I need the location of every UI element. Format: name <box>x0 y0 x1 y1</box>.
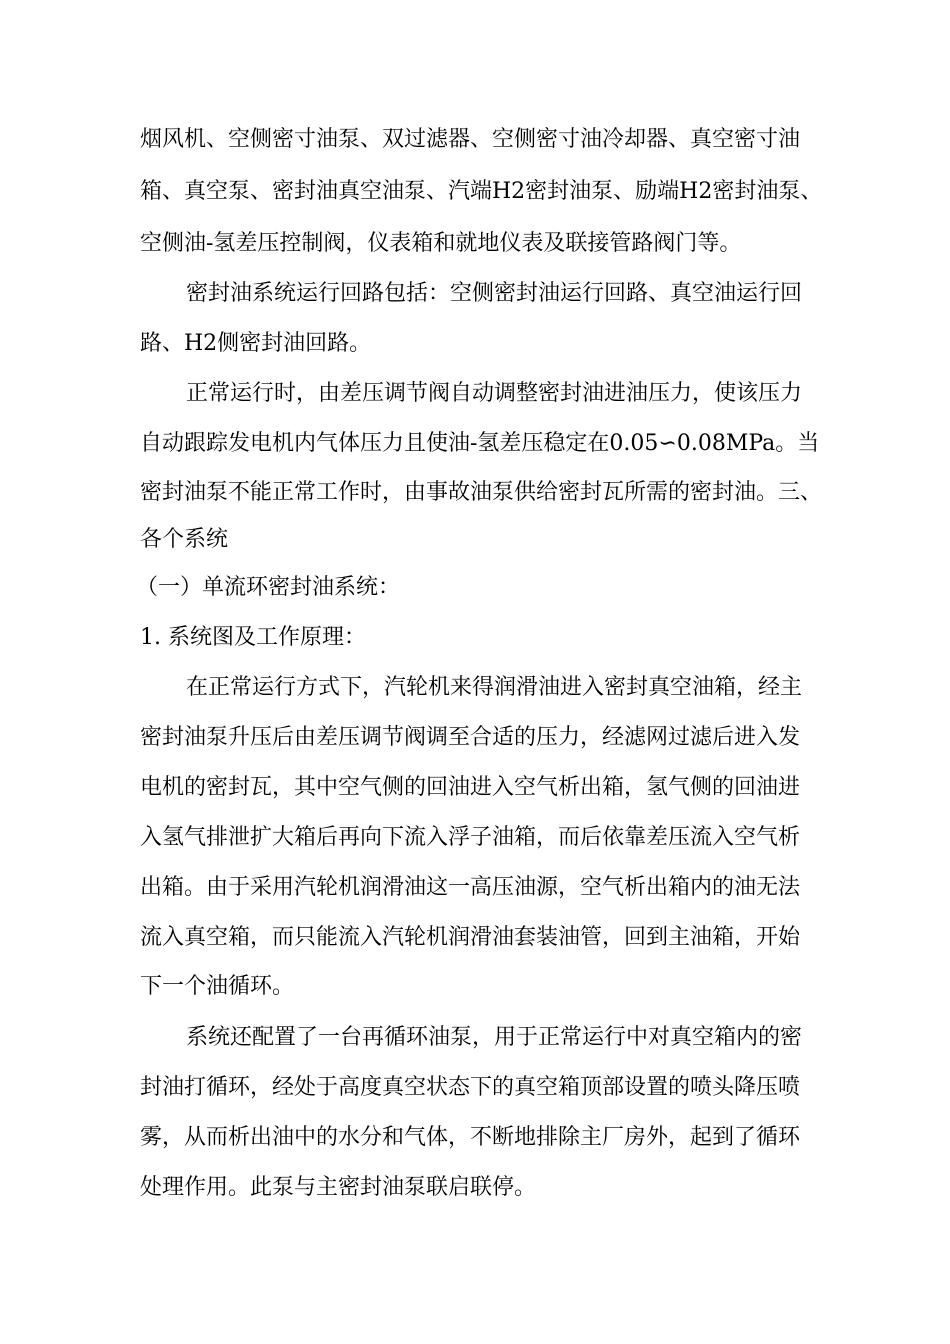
text-line: 路、H2侧密封油回路。 <box>140 331 372 356</box>
subsection-heading: （一）单流环密封油系统： <box>136 575 401 600</box>
numbered-heading: 1. 系统图及工作原理： <box>140 625 366 650</box>
text-line: 自动跟踪发电机内气体压力且使油-氢差压稳定在0.05∽0.08MPa。当 <box>140 431 820 456</box>
text-line: 雾，从而析出油中的水分和气体，不断地排除主厂房外，起到了循环 <box>140 1125 801 1150</box>
text-line: 密封油泵升压后由差压调节阀调至合适的压力，经滤网过滤后进入发 <box>140 725 801 750</box>
text-line: 空侧油-氢差压控制阀，仪表箱和就地仪表及联接管路阀门等。 <box>140 231 742 256</box>
paragraph-first-line: 在正常运行方式下，汽轮机来得润滑油进入密封真空油箱，经主 <box>186 675 803 700</box>
paragraph-first-line: 系统还配置了一台再循环油泵，用于正常运行中对真空箱内的密 <box>186 1025 803 1050</box>
text-line: 电机的密封瓦，其中空气侧的回油进入空气析出箱，氢气侧的回油进 <box>140 775 801 800</box>
text-line: 处理作用。此泵与主密封油泵联启联停。 <box>140 1175 537 1200</box>
text-line: 入氢气排泄扩大箱后再向下流入浮子油箱，而后依靠差压流入空气析 <box>140 825 801 850</box>
text-line: 封油打循环，经处于高度真空状态下的真空箱顶部设置的喷头降压喷 <box>140 1075 801 1100</box>
section-heading: 各个系统 <box>140 527 229 552</box>
paragraph-first-line: 密封油系统运行回路包括：空侧密封油运行回路、真空油运行回 <box>186 281 803 306</box>
text-line: 烟风机、空侧密寸油泵、双过滤器、空侧密寸油冷却器、真空密寸油 <box>140 127 801 152</box>
paragraph-first-line: 正常运行时，由差压调节阀自动调整密封油进油压力，使该压力 <box>186 381 803 406</box>
text-line: 密封油泵不能正常工作时，由事故油泵供给密封瓦所需的密封油。三、 <box>140 480 823 505</box>
text-line: 流入真空箱，而只能流入汽轮机润滑油套装油管，回到主油箱，开始 <box>140 925 801 950</box>
text-line: 箱、真空泵、密封油真空油泵、汽端H2密封油泵、励端H2密封油泵、 <box>140 179 823 204</box>
text-line: 出箱。由于采用汽轮机润滑油这一高压油源，空气析出箱内的油无法 <box>140 875 801 900</box>
text-line: 下一个油循环。 <box>140 974 295 999</box>
